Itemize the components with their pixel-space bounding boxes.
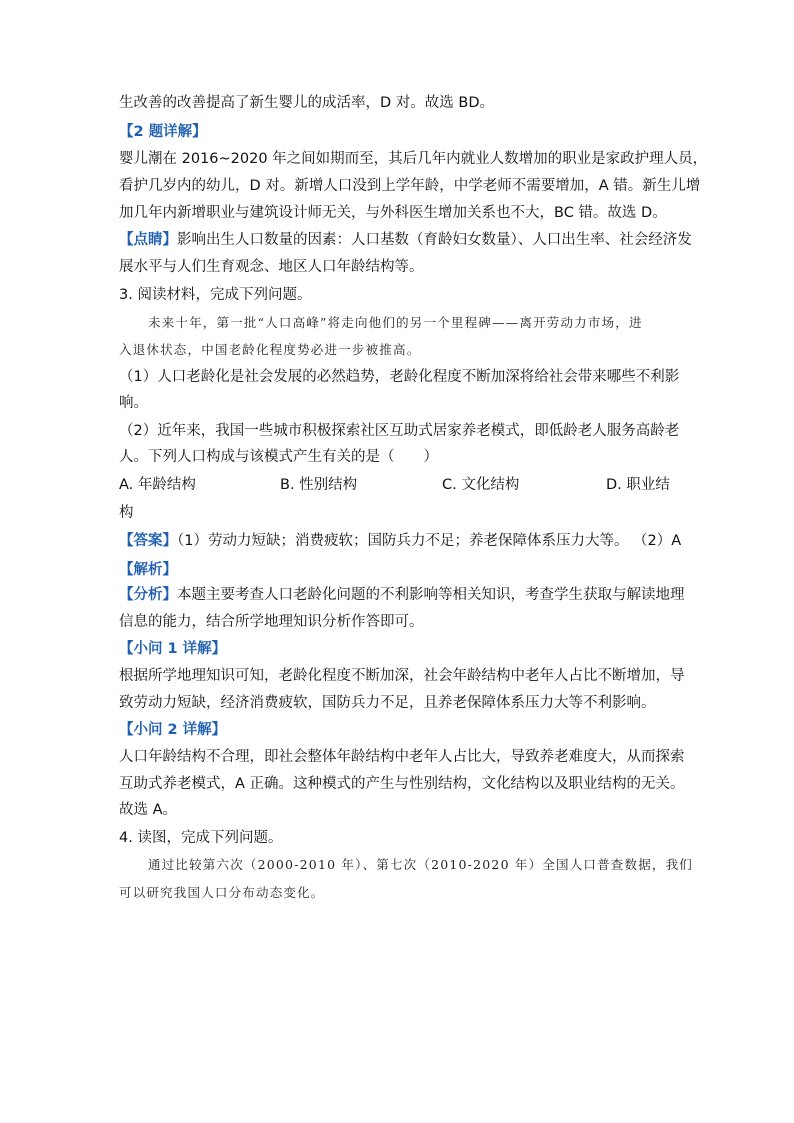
text-line xyxy=(119,93,679,113)
text-line xyxy=(119,230,692,250)
answer-2: （2）A xyxy=(633,533,682,549)
text-line xyxy=(119,285,679,305)
line-text: （1）人口老龄化是社会发展的必然趋势，老龄化程度不断加深将给社会带来哪些不利影 xyxy=(119,369,680,385)
line-text: 本题主要考查人口老龄化问题的不利影响等相关知识，考查学生获取与解读地理 xyxy=(177,587,685,603)
text-line xyxy=(119,747,685,767)
line-text: 信息的能力，结合所学地理知识分析作答即可。 xyxy=(119,614,424,630)
line-text: 人口年龄结构不合理，即社会整体年龄结构中老年人占比大，导致养老难度大，从而探索 xyxy=(119,749,685,765)
text-line xyxy=(119,828,679,848)
option-a: A. 年龄结构 xyxy=(119,477,196,493)
line-text: 看护几岁内的幼儿，D 对。新增人口没到上学年龄，中学老师不需要增加，A 错。新生儿增 xyxy=(119,178,701,194)
section-tag: 【解析】 xyxy=(119,562,177,578)
line-text: 4. 读图，完成下列问题。 xyxy=(119,830,283,846)
text-line xyxy=(119,800,679,820)
section-tag: 【分析】 xyxy=(119,587,177,603)
line-text: 展水平与人们生育观念、地区人口年龄结构等。 xyxy=(119,259,424,275)
material-quote-line xyxy=(119,883,679,903)
line-text: 根据所学地理知识可知，老龄化程度不断加深，社会年龄结构中老年人占比不断增加，导 xyxy=(119,668,685,684)
text-line xyxy=(119,585,685,605)
text-line xyxy=(119,639,679,659)
material-quote-line xyxy=(119,340,679,360)
text-line xyxy=(119,447,679,467)
line-text: 故选 A。 xyxy=(119,802,178,818)
line-text: （2）近年来，我国一些城市积极探索社区互助式居家养老模式，即低龄老人服务高龄老 xyxy=(119,423,680,439)
line-text: 生改善的改善提高了新生婴儿的成活率，D 对。故选 BD。 xyxy=(119,95,494,111)
section-tag: 【小问 2 详解】 xyxy=(119,722,227,738)
line-text: 加几年内新增职业与建筑设计师无关，与外科医生增加关系也不大，BC 错。故选 D。 xyxy=(119,205,667,221)
option-c: C. 文化结构 xyxy=(442,477,520,493)
text-line xyxy=(119,720,679,740)
text-line xyxy=(119,149,708,169)
line-text: 3. 阅读材料，完成下列问题。 xyxy=(119,287,312,303)
text-line xyxy=(119,666,685,686)
section-tag: 【2 题详解】 xyxy=(119,124,207,140)
material-quote-line xyxy=(148,313,708,333)
text-line xyxy=(119,393,679,413)
option-b: B. 性别结构 xyxy=(280,477,358,493)
text-line xyxy=(119,421,679,441)
section-tag: 【小问 1 详解】 xyxy=(119,641,227,657)
text-line xyxy=(119,367,679,387)
text-line xyxy=(119,257,679,277)
line-text: 未来十年，第一批“人口高峰”将走向他们的另一个里程碑——离开劳动力市场，进 xyxy=(148,315,643,330)
line-text: 入退休状态，中国老龄化程度势必进一步被推高。 xyxy=(119,342,421,357)
text-line xyxy=(119,560,679,580)
text-line xyxy=(119,612,679,632)
text-line xyxy=(119,176,701,196)
text-line xyxy=(119,503,679,523)
line-text: 响。 xyxy=(119,395,148,411)
text-line xyxy=(119,531,682,551)
line-text: （1）劳动力短缺；消费疲软；国防兵力不足；养老保障体系压力大等。 xyxy=(177,533,629,549)
line-text: 构 xyxy=(119,505,134,521)
material-quote-line xyxy=(148,855,708,875)
text-line xyxy=(119,203,679,223)
option-d: D. 职业结 xyxy=(606,477,670,493)
line-text: 影响出生人口数量的因素：人口基数（育龄妇女数量）、人口出生率、社会经济发 xyxy=(177,232,692,248)
line-text: 互助式养老模式，A 正确。这种模式的产生与性别结构，文化结构以及职业结构的无关。 xyxy=(119,776,685,792)
text-line xyxy=(119,122,679,142)
line-text: 人。下列人口构成与该模式产生有关的是（ ） xyxy=(119,449,438,465)
line-text: 婴儿潮在 2016~2020 年之间如期而至，其后几年内就业人数增加的职业是家政护理人员， xyxy=(119,151,708,167)
line-text: 可以研究我国人口分布动态变化。 xyxy=(119,885,325,900)
text-line xyxy=(119,774,685,794)
section-tag: 【答案】 xyxy=(119,533,177,549)
text-line xyxy=(119,693,679,713)
section-tag: 【点睛】 xyxy=(119,232,177,248)
line-text: 致劳动力短缺，经济消费疲软，国防兵力不足，且养老保障体系压力大等不利影响。 xyxy=(119,695,656,711)
line-text: 通过比较第六次（2000-2010 年）、第七次（2010-2020 年）全国人口普查数据，我们 xyxy=(148,857,693,872)
